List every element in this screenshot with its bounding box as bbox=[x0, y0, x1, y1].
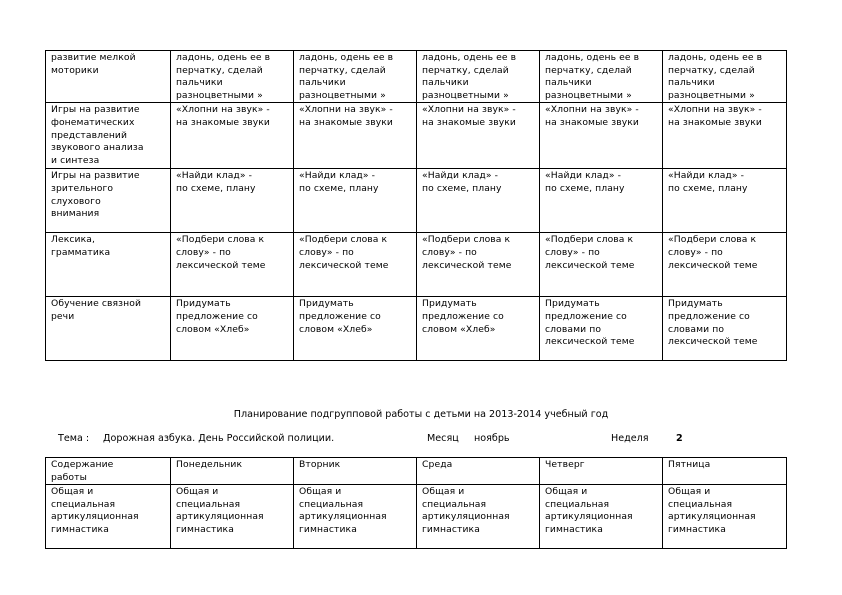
column-header: Вторник bbox=[294, 458, 417, 485]
table-cell: ладонь, одень ее в перчатку, сделай пальчики разноцветными » bbox=[663, 51, 787, 103]
table-cell: Общая и специальная артикуляционная гимнастика bbox=[540, 485, 663, 549]
table-cell: «Найди клад» - по схеме, плану bbox=[540, 169, 663, 233]
table-row-lexicon-grammar bbox=[46, 233, 787, 297]
table-row-phonemic-games bbox=[46, 103, 787, 169]
table-cell: «Подбери слова к слову» - по лексической теме bbox=[294, 233, 417, 297]
table-cell: Общая и специальная артикуляционная гимнастика bbox=[663, 485, 787, 549]
table-cell: Общая и специальная артикуляционная гимнастика bbox=[171, 485, 294, 549]
table-cell: ладонь, одень ее в перчатку, сделай пальчики разноцветными » bbox=[171, 51, 294, 103]
table-cell: «Подбери слова к слову» - по лексической теме bbox=[171, 233, 294, 297]
table-cell: Придумать предложение со словами по лексической теме bbox=[540, 297, 663, 361]
table-cell: «Хлопни на звук» - на знакомые звуки bbox=[171, 103, 294, 169]
row-label: Лексика, грамматика bbox=[46, 233, 171, 297]
row-label: Игры на развитие зрительного слухового внимания bbox=[46, 169, 171, 233]
plan-heading: Планирование подгрупповой работы с детьми на 2013-2014 учебный год bbox=[233, 409, 609, 420]
row-label: Общая и специальная артикуляционная гимнастика bbox=[46, 485, 171, 549]
column-header: Пятница bbox=[663, 458, 787, 485]
table-cell: «Хлопни на звук» - на знакомые звуки bbox=[540, 103, 663, 169]
topic-label: Тема : bbox=[58, 433, 90, 444]
table-cell: ладонь, одень ее в перчатку, сделай пальчики разноцветными » bbox=[540, 51, 663, 103]
table-cell: Общая и специальная артикуляционная гимнастика bbox=[417, 485, 540, 549]
month-value: ноябрь bbox=[474, 433, 510, 444]
column-header: Понедельник bbox=[171, 458, 294, 485]
table-cell: «Хлопни на звук» - на знакомые звуки bbox=[663, 103, 787, 169]
table-cell: «Найди клад» - по схеме, плану bbox=[294, 169, 417, 233]
week-label: Неделя bbox=[611, 433, 649, 444]
table-cell: Придумать предложение со словом «Хлеб» bbox=[171, 297, 294, 361]
table-cell: «Хлопни на звук» - на знакомые звуки bbox=[294, 103, 417, 169]
column-header: Среда bbox=[417, 458, 540, 485]
table-row-fine-motor bbox=[46, 51, 787, 103]
plan-table-continued bbox=[45, 50, 787, 361]
table-cell: «Найди клад» - по схеме, плану bbox=[417, 169, 540, 233]
row-label: Игры на развитие фонематических представлений звукового анализа и синтеза bbox=[46, 103, 171, 169]
table-cell: «Найди клад» - по схеме, плану bbox=[663, 169, 787, 233]
table-cell: «Подбери слова к слову» - по лексической теме bbox=[417, 233, 540, 297]
table-cell: ладонь, одень ее в перчатку, сделай пальчики разноцветными » bbox=[294, 51, 417, 103]
table-cell: «Подбери слова к слову» - по лексической теме bbox=[540, 233, 663, 297]
table-cell: Придумать предложение со словом «Хлеб» bbox=[294, 297, 417, 361]
table-row-attention-games bbox=[46, 169, 787, 233]
month-label: Месяц bbox=[427, 433, 459, 444]
column-header: Содержание работы bbox=[46, 458, 171, 485]
topic-value: Дорожная азбука. День Российской полиции. bbox=[103, 433, 335, 444]
column-header: Четверг bbox=[540, 458, 663, 485]
table-cell: «Найди клад» - по схеме, плану bbox=[171, 169, 294, 233]
table-row-connected-speech bbox=[46, 297, 787, 361]
plan-table bbox=[45, 457, 787, 549]
week-value: 2 bbox=[676, 433, 683, 444]
table-row-articulation bbox=[46, 485, 787, 549]
table-cell: Общая и специальная артикуляционная гимнастика bbox=[294, 485, 417, 549]
table-cell: Придумать предложение со словом «Хлеб» bbox=[417, 297, 540, 361]
table-cell: «Хлопни на звук» - на знакомые звуки bbox=[417, 103, 540, 169]
table-cell: Придумать предложение со словами по лексической теме bbox=[663, 297, 787, 361]
row-label: Обучение связной речи bbox=[46, 297, 171, 361]
row-label: развитие мелкой моторики bbox=[46, 51, 171, 103]
table-cell: «Подбери слова к слову» - по лексической теме bbox=[663, 233, 787, 297]
table-cell: ладонь, одень ее в перчатку, сделай пальчики разноцветными » bbox=[417, 51, 540, 103]
table-header-row bbox=[46, 458, 787, 485]
